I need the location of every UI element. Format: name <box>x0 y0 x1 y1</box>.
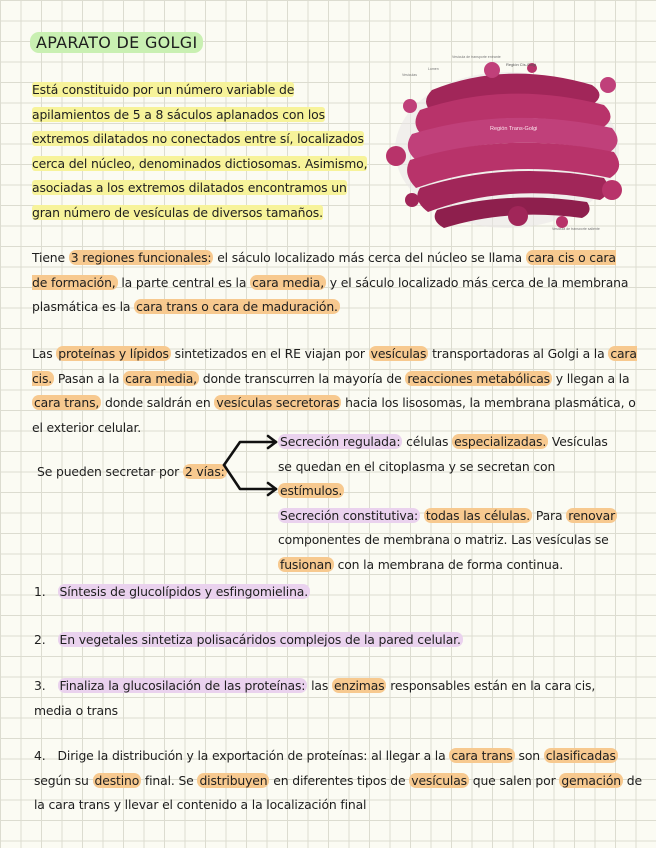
highlight: reacciones metabólicas <box>407 370 550 386</box>
golgi-label-vesicle-in: Vesícula de transporte entrante <box>452 55 501 59</box>
secretion-label: Se pueden secretar por 2 vías: <box>37 464 225 479</box>
intro-line: apilamientos de 5 a 8 sáculos aplanados con los <box>32 106 325 122</box>
branch-arrows-icon <box>218 432 284 498</box>
list-item: 4. Dirige la distribución y la exportación de proteínas: al llegar a la cara trans son clasificadas según su destino final. Se distribuyen en diferentes tipos de vesículas que salen por gemación de la cara trans y llevar el contenido a la localización final <box>34 748 642 812</box>
highlight: gemación <box>561 772 621 788</box>
highlight: especializadas. <box>454 434 547 449</box>
golgi-apparatus-illustration <box>382 50 630 230</box>
highlight: enzimas <box>333 678 385 693</box>
highlight: 2 vías: <box>184 464 225 479</box>
highlight: fusionan <box>280 556 332 572</box>
golgi-label-trans: Región Trans-Golgi <box>490 126 538 132</box>
intro-line: Está constituido por un número variable de <box>32 82 295 97</box>
highlight: cara trans o cara de maduración. <box>136 299 338 314</box>
highlight: cara cis. <box>32 346 637 386</box>
transport-paragraph: Las proteínas y lípidos sintetizados en el RE viajan por vesículas transportadoras al Golgi a la cara cis. Pasan a la cara media, donde transcurren la mayoría de reacciones metabólicas y llegan a la cara trans, donde saldrán en vesículas secretoras hacia los lisosomas, la membrana plasmática, o el exterior celular. <box>32 346 637 435</box>
highlight: Finaliza la glucosilación de las proteínas: <box>59 678 306 693</box>
highlight: cara trans <box>451 748 513 763</box>
intro-line: cerca del núcleo, denominados dictiosomas. Asimismo, <box>32 155 368 171</box>
highlight: todas las células. <box>425 507 531 523</box>
list-number: 4. <box>34 748 46 763</box>
list-item <box>34 628 634 653</box>
highlight: renovar <box>568 507 616 523</box>
constitutive-secretion: Secreción constitutiva: todas las células. Para renovar componentes de membrana o matriz. Las vesículas se fusionan con la membrana de forma continua. <box>278 507 616 572</box>
highlight: distribuyen <box>199 772 268 788</box>
highlight: vesículas <box>370 346 427 361</box>
intro-line: gran número de vesículas de diversos tamaños. <box>32 204 323 220</box>
highlight: cara trans, <box>34 395 100 410</box>
golgi-label-vesicle-out: Vesícula de transporte saliente <box>552 227 600 230</box>
intro-line: extremos dilatados no conectados entre sí, localizados <box>32 131 364 146</box>
highlight: vesículas <box>411 772 467 788</box>
highlight: Secreción constitutiva: <box>280 507 419 523</box>
list-number: 2. <box>34 632 46 647</box>
highlight: clasificadas <box>545 748 616 763</box>
highlight: cara media, <box>125 370 197 386</box>
intro-line: asociadas a los extremos dilatados encontramos un <box>32 180 347 195</box>
secretion-types <box>278 430 618 577</box>
highlight: 3 regiones funcionales: <box>70 250 212 265</box>
page-title: APARATO DE GOLGI <box>30 32 203 53</box>
highlight: destino <box>94 772 140 788</box>
regions-paragraph: Tiene 3 regiones funcionales: el sáculo localizado más cerca del núcleo se llama cara cis o cara de formación, la parte central es la cara media, y el sáculo localizado más cerca de la membrana plasmática es la cara trans o cara de maduración. <box>32 250 629 314</box>
list-number: 3. <box>34 678 46 693</box>
golgi-label-lumen: Lumen <box>428 67 439 71</box>
highlight: cara cis o cara de formación, <box>32 250 616 290</box>
highlight: En vegetales sintetiza polisacáridos complejos de la pared celular. <box>59 632 461 647</box>
list-number: 1. <box>34 584 46 599</box>
regulated-secretion: Secreción regulada: células especializadas. Vesículas se quedan en el citoplasma y se secretan con estímulos. <box>278 434 608 498</box>
highlight: proteínas y lípidos <box>58 346 169 361</box>
highlight: cara media, <box>252 274 325 290</box>
list-item: 3. Finaliza la glucosilación de las proteínas: las enzimas responsables están en la cara cis, media o trans <box>34 678 596 718</box>
golgi-label-vesicles: Vesículas <box>402 73 417 77</box>
highlight: vesículas secretoras <box>216 395 340 410</box>
intro-paragraph <box>32 78 372 225</box>
list-item <box>34 580 634 605</box>
golgi-label-cis: Región Cis-Golgi <box>506 62 537 67</box>
highlight: estímulos. <box>280 483 343 498</box>
highlight: Secreción regulada: <box>280 434 401 449</box>
highlight: Síntesis de glucolípidos y esfingomielina. <box>59 584 309 599</box>
